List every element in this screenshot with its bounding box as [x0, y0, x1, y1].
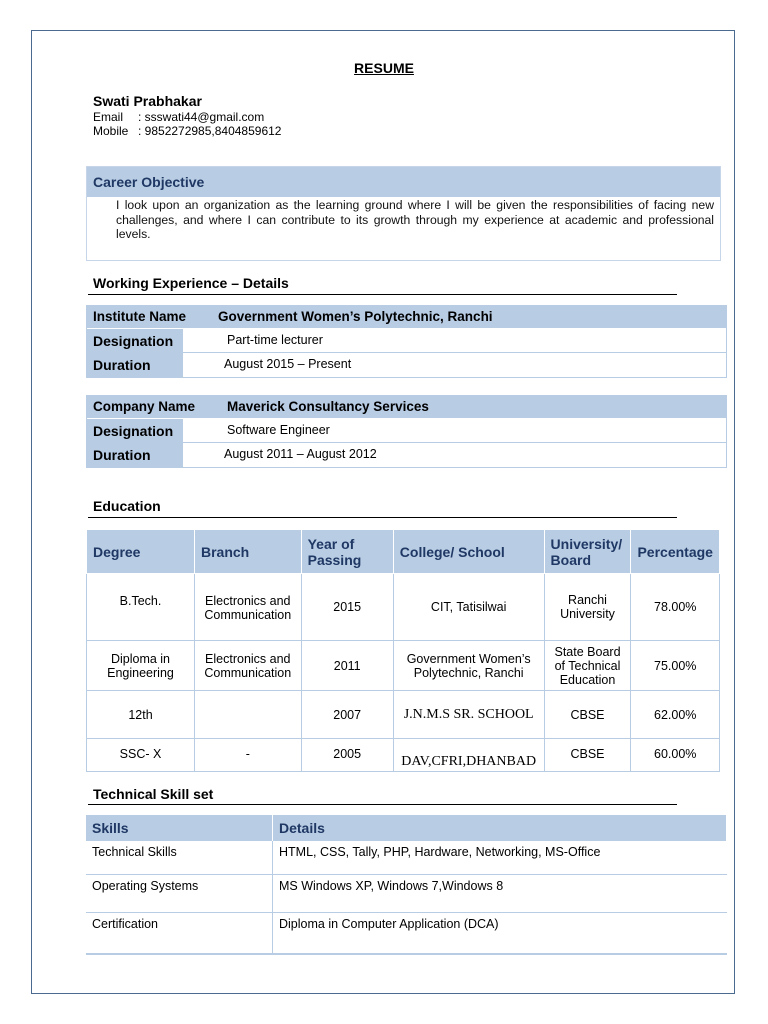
skill-name-cell: Operating Systems: [86, 874, 273, 912]
education-rule: [88, 517, 677, 518]
designation-key: Designation: [87, 419, 183, 442]
col-branch: Branch: [194, 530, 301, 574]
duration-row: [87, 353, 726, 377]
email-value[interactable]: : ssswati44@gmail.com: [138, 110, 265, 124]
college-cell: CIT, Tatisilwai: [393, 574, 544, 641]
year-cell: 2011: [301, 641, 393, 691]
skill-name-cell: Technical Skills: [86, 841, 273, 874]
org-label: Company Name: [93, 399, 196, 414]
resume-title: RESUME: [354, 60, 414, 76]
experience-org-row: [87, 306, 726, 328]
university-cell: Ranchi University: [544, 574, 631, 641]
skills-heading: Technical Skill set: [93, 786, 214, 802]
branch-cell: -: [194, 739, 301, 772]
career-objective-heading: Career Objective: [93, 174, 205, 190]
university-cell: CBSE: [544, 691, 631, 739]
duration-row: [87, 443, 726, 467]
table-row: [86, 912, 727, 954]
percentage-cell: 75.00%: [631, 641, 720, 691]
year-cell: 2007: [301, 691, 393, 739]
degree-cell: B.Tech.: [87, 574, 195, 641]
table-row: [86, 841, 727, 874]
college-cell: DAV,CFRI,DHANBAD: [393, 739, 544, 772]
skills-table: [86, 815, 727, 955]
skill-name-cell: Certification: [86, 912, 273, 954]
designation-row: [87, 329, 726, 352]
col-skills: Skills: [86, 815, 273, 841]
percentage-cell: 78.00%: [631, 574, 720, 641]
skill-detail-cell: Diploma in Computer Application (DCA): [273, 912, 727, 954]
col-college: College/ School: [393, 530, 544, 574]
degree-cell: 12th: [87, 691, 195, 739]
col-degree: Degree: [87, 530, 195, 574]
designation-value: Software Engineer: [227, 423, 330, 437]
education-header-row: [87, 530, 720, 574]
experience-block-company: [86, 395, 727, 468]
designation-key: Designation: [87, 329, 183, 352]
university-cell: State Board of Technical Education: [544, 641, 631, 691]
table-row: [87, 691, 720, 739]
duration-key: Duration: [87, 353, 183, 377]
university-cell: CBSE: [544, 739, 631, 772]
table-row: [87, 641, 720, 691]
degree-cell: SSC- X: [87, 739, 195, 772]
percentage-cell: 60.00%: [631, 739, 720, 772]
branch-cell: Electronics and Communication: [194, 641, 301, 691]
year-cell: 2005: [301, 739, 393, 772]
branch-cell: [194, 691, 301, 739]
org-value: Maverick Consultancy Services: [227, 399, 429, 414]
education-heading: Education: [93, 498, 161, 514]
col-percentage: Percentage: [631, 530, 720, 574]
work-experience-heading: Working Experience – Details: [93, 275, 289, 291]
career-objective-text: I look upon an organization as the learning ground where I will be given the responsibilities of facing new challenges, and where I can contribute to its growth through my experience at academic and professional levels.: [116, 198, 714, 241]
org-label: Institute Name: [93, 309, 187, 324]
table-row: [87, 574, 720, 641]
skills-header-row: [86, 815, 727, 841]
email-label: Email: [93, 110, 124, 124]
year-cell: 2015: [301, 574, 393, 641]
org-value: Government Women’s Polytechnic, Ranchi: [218, 309, 493, 324]
col-year: Year of Passing: [301, 530, 393, 574]
designation-value: Part-time lecturer: [227, 333, 323, 347]
college-cell: J.N.M.S SR. SCHOOL: [393, 691, 544, 739]
skills-rule: [88, 804, 677, 805]
percentage-cell: 62.00%: [631, 691, 720, 739]
branch-cell: Electronics and Communication: [194, 574, 301, 641]
experience-block-institute: [86, 305, 727, 378]
col-details: Details: [273, 815, 727, 841]
career-objective-header: [87, 167, 720, 197]
table-row: [86, 874, 727, 912]
education-table: [86, 529, 720, 772]
duration-key: Duration: [87, 443, 183, 467]
degree-cell: Diploma in Engineering: [87, 641, 195, 691]
work-experience-rule: [88, 294, 677, 295]
email-line: [93, 110, 264, 124]
mobile-line: [93, 124, 281, 138]
college-cell: Government Women’s Polytechnic, Ranchi: [393, 641, 544, 691]
duration-value: August 2015 – Present: [224, 357, 352, 371]
designation-row: [87, 419, 726, 442]
col-university: University/ Board: [544, 530, 631, 574]
candidate-name: Swati Prabhakar: [93, 93, 202, 109]
skill-detail-cell: HTML, CSS, Tally, PHP, Hardware, Networking, MS-Office: [273, 841, 727, 874]
mobile-value: : 9852272985,8404859612: [138, 124, 282, 138]
skill-detail-cell: MS Windows XP, Windows 7,Windows 8: [273, 874, 727, 912]
mobile-label: Mobile: [93, 124, 129, 138]
table-row: [87, 739, 720, 772]
experience-org-row: [87, 396, 726, 418]
duration-value: August 2011 – August 2012: [224, 447, 377, 461]
